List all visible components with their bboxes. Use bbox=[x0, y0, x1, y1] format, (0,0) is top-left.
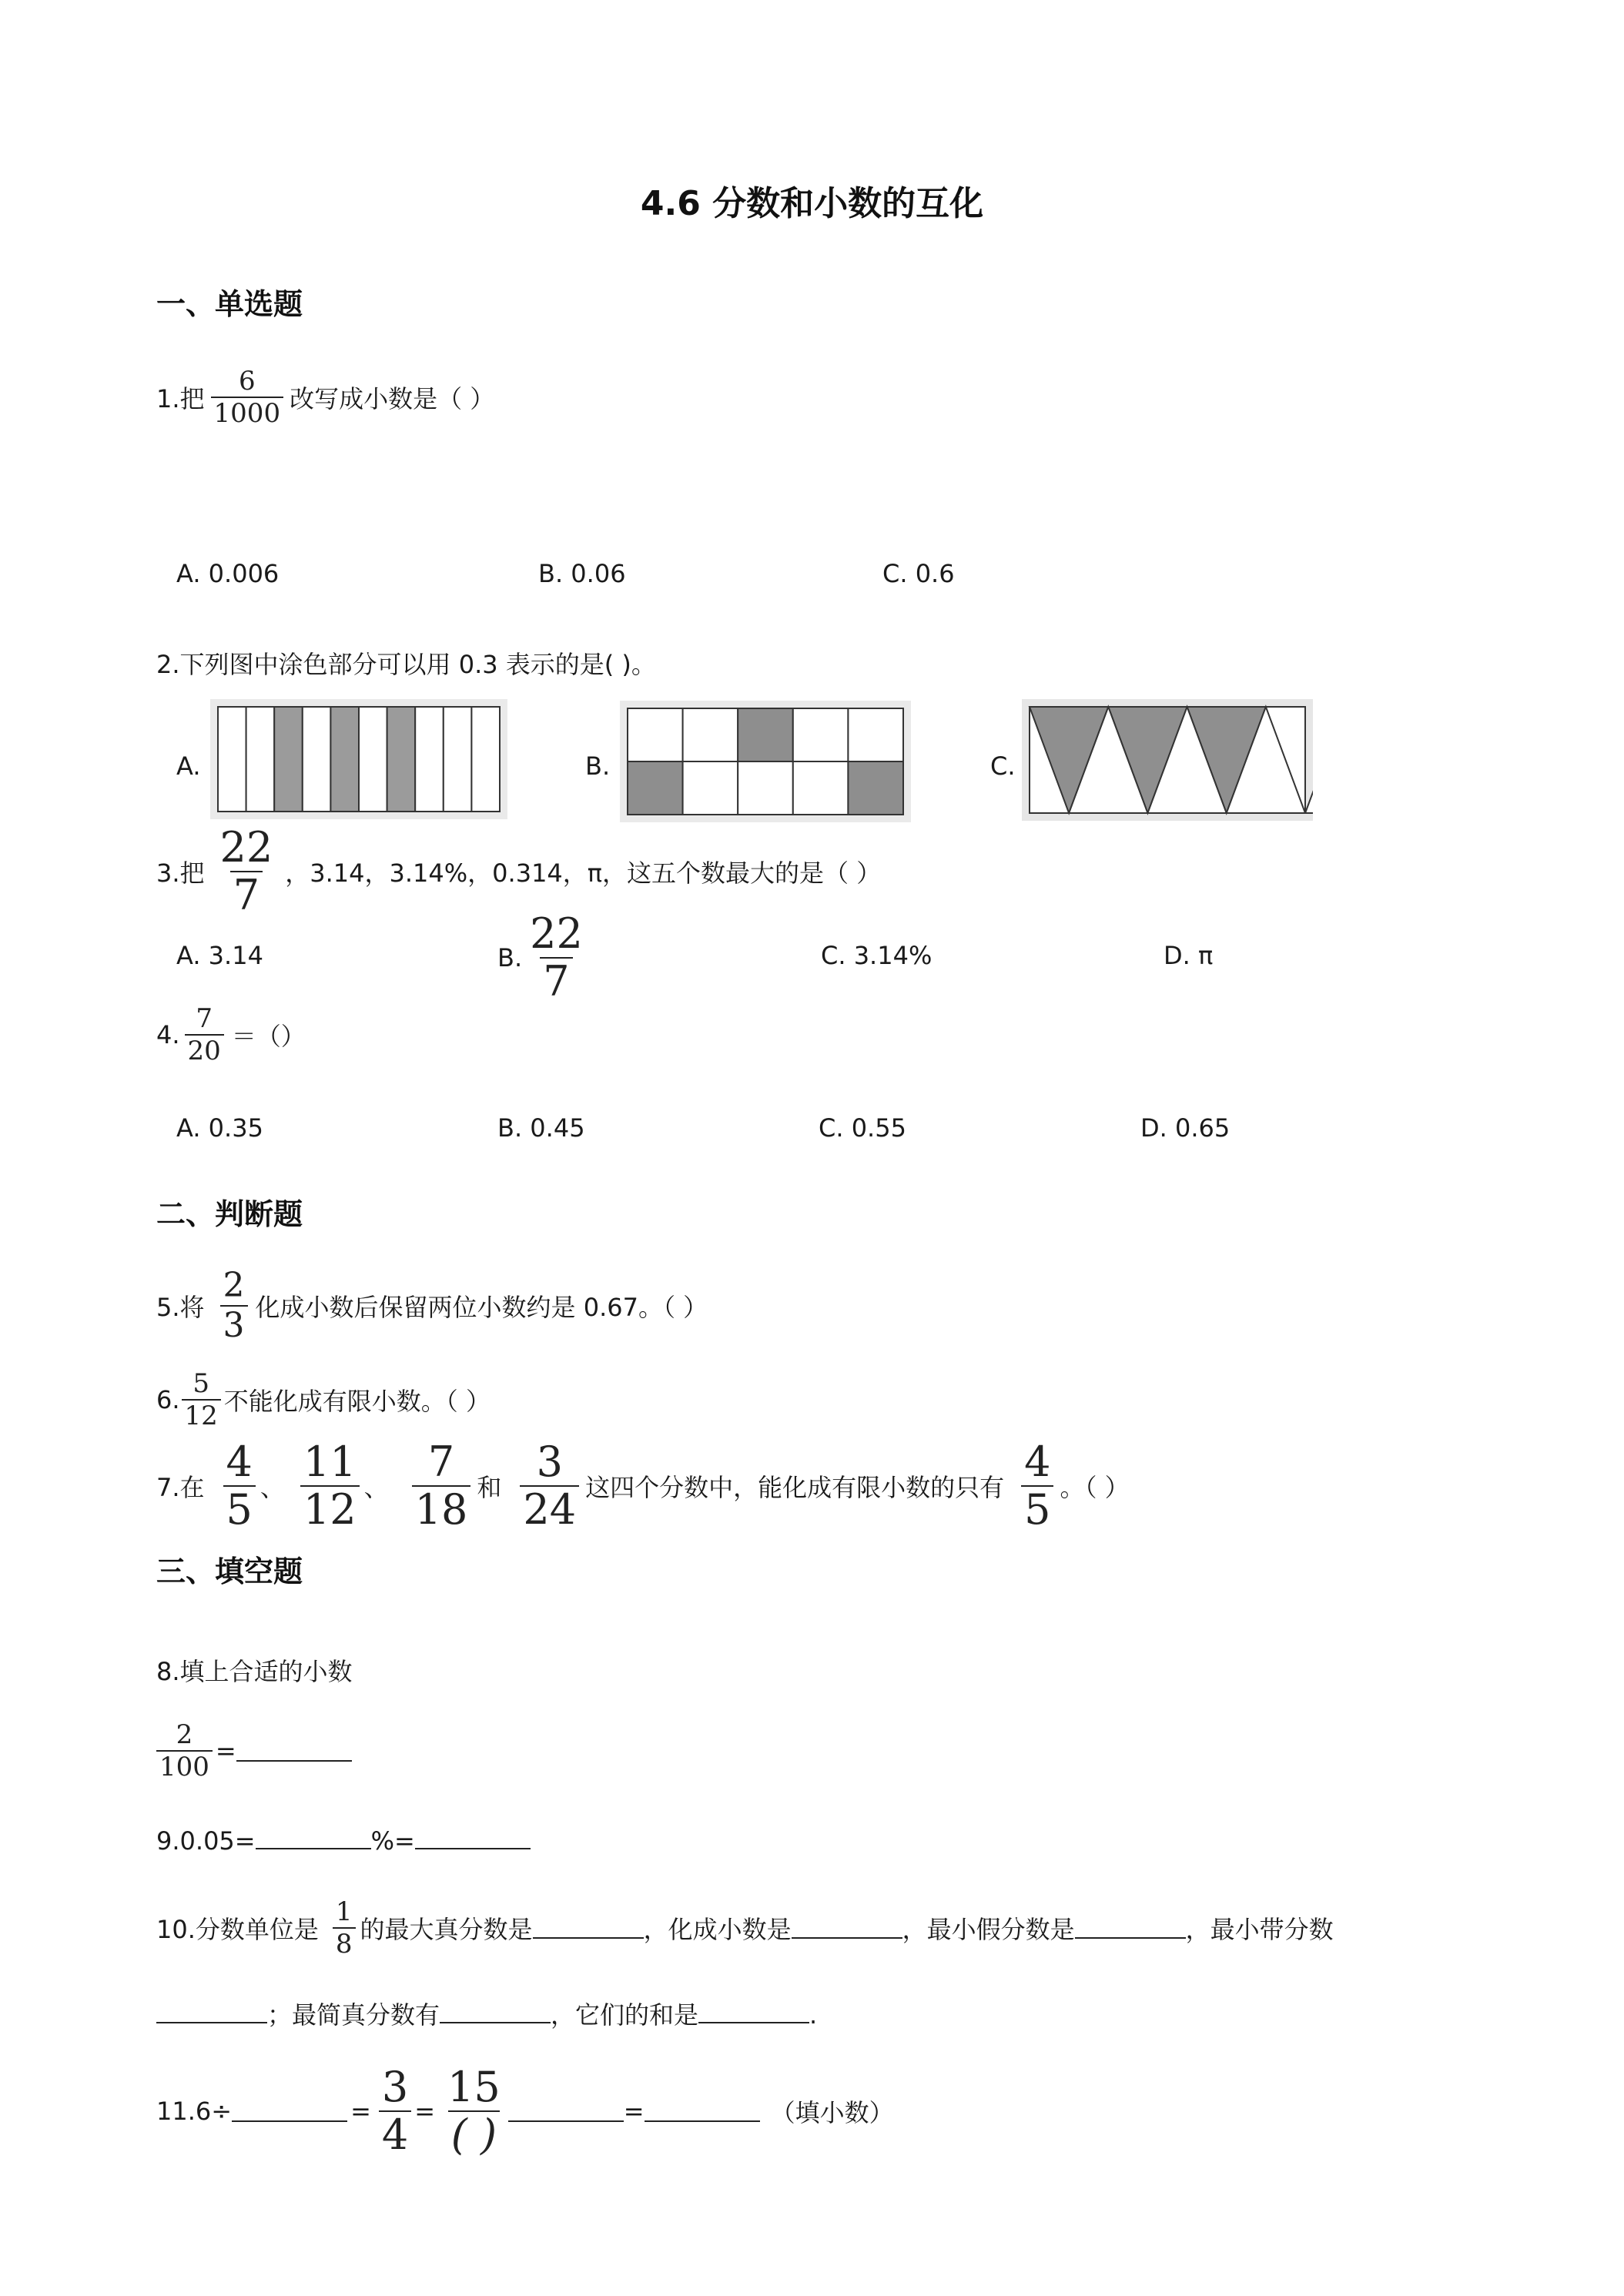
q10-blank-2[interactable] bbox=[792, 1917, 902, 1939]
q7-fraction-answer bbox=[1021, 1438, 1053, 1534]
q10-blank-1[interactable] bbox=[533, 1917, 644, 1939]
q8-numerator: 2 bbox=[176, 1719, 193, 1750]
figure-a-column bbox=[387, 707, 416, 812]
q10-blank-6[interactable] bbox=[698, 2002, 809, 2023]
q9-mid: %= bbox=[370, 1826, 415, 1856]
q10-text-g: ，它们的和是 bbox=[551, 2000, 699, 2030]
q6-fraction bbox=[182, 1368, 221, 1431]
q7-prefix: 7.在 bbox=[156, 1473, 205, 1502]
q7-fraction-4-denominator: 24 bbox=[520, 1485, 579, 1531]
q11-fraction-1-denominator: 4 bbox=[379, 2110, 411, 2156]
figure-b-cell bbox=[738, 761, 793, 815]
q7-fraction-3-numerator: 7 bbox=[427, 1438, 455, 1486]
question-9 bbox=[156, 1826, 531, 1856]
q11-equals-2: = bbox=[414, 2097, 436, 2126]
figure-a-column bbox=[415, 707, 444, 812]
q11-blank-3[interactable] bbox=[645, 2100, 760, 2122]
q2-label-b[interactable]: B. bbox=[585, 751, 611, 781]
q11-prefix: 11.6÷ bbox=[156, 2097, 233, 2126]
question-10-line-1 bbox=[156, 1896, 1334, 1960]
q8-expression bbox=[156, 1719, 352, 1782]
figure-a-column bbox=[246, 707, 275, 812]
figure-c-triangles bbox=[1030, 707, 1313, 813]
q3-option-c[interactable]: C. 3.14% bbox=[821, 941, 933, 970]
q7-fraction-1-denominator: 5 bbox=[223, 1485, 256, 1531]
q2-figure-c bbox=[1022, 699, 1313, 821]
q10-blank-3[interactable] bbox=[1075, 1917, 1186, 1939]
q7-fraction-3 bbox=[412, 1438, 471, 1534]
section-heading-fill-blank: 三、填空题 bbox=[156, 1555, 303, 1588]
q6-denominator: 12 bbox=[182, 1399, 221, 1429]
q3-option-b[interactable] bbox=[497, 909, 586, 1006]
q4-option-b[interactable]: B. 0.45 bbox=[497, 1113, 585, 1143]
q2-figure-b bbox=[620, 701, 911, 822]
figure-b-cell bbox=[738, 708, 793, 761]
figure-a-column bbox=[359, 707, 387, 812]
q11-fraction-2-numerator: 15 bbox=[447, 2063, 501, 2111]
question-3 bbox=[156, 823, 882, 919]
q7-separator-1: 、 bbox=[260, 1473, 285, 1502]
question-8: 8.填上合适的小数 bbox=[156, 1657, 353, 1686]
q7-suffix: 。（ ） bbox=[1060, 1473, 1130, 1502]
q3-option-a[interactable]: A. 3.14 bbox=[176, 941, 263, 970]
q3-denominator: 7 bbox=[230, 871, 263, 916]
q7-fraction-answer-numerator: 4 bbox=[1024, 1438, 1051, 1486]
question-10-line-2 bbox=[156, 1996, 817, 2031]
q10-text-f: ；最简真分数有 bbox=[267, 2000, 440, 2030]
q7-fraction-2-denominator: 12 bbox=[300, 1485, 360, 1531]
q5-denominator: 3 bbox=[220, 1305, 248, 1343]
section-heading-single-choice: 一、单选题 bbox=[156, 287, 303, 321]
figure-a-column bbox=[218, 707, 246, 812]
q1-option-c[interactable]: C. 0.6 bbox=[882, 559, 955, 588]
q7-fraction-answer-denominator: 5 bbox=[1021, 1485, 1053, 1531]
figure-b-cell bbox=[628, 761, 683, 815]
q3-numerator: 22 bbox=[219, 823, 273, 872]
q4-denominator: 20 bbox=[185, 1034, 224, 1064]
q11-equals-1: = bbox=[350, 2097, 371, 2126]
q5-suffix: 化成小数后保留两位小数约是 0.67。（ ） bbox=[255, 1293, 708, 1322]
q10-text-c: ，化成小数是 bbox=[643, 1915, 792, 1944]
q9-prefix: 9.0.05= bbox=[156, 1826, 256, 1856]
q7-separator-2: 、 bbox=[363, 1473, 389, 1502]
q3-prefix: 3.把 bbox=[156, 858, 205, 888]
figure-a-column bbox=[330, 707, 359, 812]
q6-numerator: 5 bbox=[193, 1368, 209, 1399]
question-1 bbox=[156, 368, 494, 427]
figure-b-cell bbox=[628, 708, 683, 761]
question-6 bbox=[156, 1368, 491, 1431]
figure-a-column bbox=[471, 707, 500, 812]
q11-fraction-2 bbox=[444, 2063, 504, 2159]
q1-suffix: 改写成小数是（ ） bbox=[290, 384, 495, 413]
q11-equals-3: = bbox=[623, 2097, 645, 2126]
figure-a-column bbox=[444, 707, 472, 812]
q1-option-b[interactable]: B. 0.06 bbox=[538, 559, 626, 588]
q2-label-a[interactable]: A. bbox=[176, 751, 201, 781]
q11-fraction-2-denominator[interactable]: ( ) bbox=[448, 2110, 500, 2156]
question-2: 2.下列图中涂色部分可以用 0.3 表示的是( )。 bbox=[156, 650, 656, 679]
figure-a-column bbox=[303, 707, 331, 812]
q3-option-b-fraction bbox=[527, 909, 586, 1006]
q10-fraction bbox=[333, 1896, 356, 1960]
question-4 bbox=[156, 1003, 306, 1066]
question-5 bbox=[156, 1266, 708, 1345]
q11-fraction-1-numerator: 3 bbox=[381, 2063, 409, 2111]
figure-b-cell bbox=[683, 708, 738, 761]
q3-option-b-numerator: 22 bbox=[530, 909, 583, 958]
q10-blank-4[interactable] bbox=[156, 2002, 267, 2023]
q3-suffix: ，3.14，3.14%，0.314，π，这五个数最大的是（ ） bbox=[285, 858, 882, 888]
q1-option-a[interactable]: A. 0.006 bbox=[176, 559, 280, 588]
q4-prefix: 4. bbox=[156, 1020, 180, 1049]
q4-suffix: ＝（） bbox=[231, 1022, 306, 1051]
q5-prefix: 5.将 bbox=[156, 1293, 205, 1322]
q3-fraction bbox=[217, 823, 276, 919]
figure-b-cell bbox=[793, 761, 849, 815]
q7-fraction-4 bbox=[520, 1438, 579, 1534]
question-11 bbox=[156, 2063, 894, 2159]
figure-b-cell bbox=[683, 761, 738, 815]
q10-blank-5[interactable] bbox=[440, 2002, 551, 2023]
q4-option-a[interactable]: A. 0.35 bbox=[176, 1113, 263, 1143]
figure-b-grid bbox=[628, 708, 903, 815]
q10-denominator: 8 bbox=[333, 1927, 356, 1957]
q4-numerator: 7 bbox=[196, 1003, 213, 1034]
question-7 bbox=[156, 1438, 1130, 1534]
q8-fraction bbox=[156, 1719, 213, 1782]
q10-text-a: 10.分数单位是 bbox=[156, 1915, 319, 1944]
figure-b-cell bbox=[848, 761, 903, 815]
q8-denominator: 100 bbox=[156, 1750, 213, 1780]
figure-b-cell bbox=[793, 708, 849, 761]
q7-fraction-4-numerator: 3 bbox=[536, 1438, 563, 1486]
q6-suffix: 不能化成有限小数。（ ） bbox=[223, 1387, 491, 1416]
section-heading-true-false: 二、判断题 bbox=[156, 1197, 303, 1231]
q4-option-d[interactable]: D. 0.65 bbox=[1140, 1113, 1231, 1143]
page-title: 4.6 分数和小数的互化 bbox=[640, 184, 984, 223]
q10-text-b: 的最大真分数是 bbox=[360, 1915, 533, 1944]
q5-numerator: 2 bbox=[223, 1266, 245, 1305]
q11-fraction-1 bbox=[379, 2063, 411, 2159]
figure-b-cell bbox=[848, 708, 903, 761]
q6-prefix: 6. bbox=[156, 1385, 180, 1414]
q7-fraction-1-numerator: 4 bbox=[226, 1438, 253, 1486]
q9-blank-1[interactable] bbox=[256, 1828, 371, 1849]
q2-label-c[interactable]: C. bbox=[990, 751, 1016, 781]
q10-text-h: . bbox=[809, 2000, 818, 2030]
q7-fraction-3-denominator: 18 bbox=[412, 1485, 471, 1531]
q1-prefix: 1.把 bbox=[156, 384, 205, 413]
q11-suffix: （填小数） bbox=[770, 2098, 894, 2127]
q8-equals: = bbox=[215, 1736, 236, 1766]
q10-text-e: ，最小带分数 bbox=[1185, 1915, 1334, 1944]
q4-option-c[interactable]: C. 0.55 bbox=[819, 1113, 906, 1143]
q9-blank-2[interactable] bbox=[415, 1828, 531, 1849]
q10-numerator: 1 bbox=[335, 1896, 353, 1927]
q7-mid-text: 这四个分数中，能化成有限小数的只有 bbox=[585, 1473, 1005, 1502]
q4-fraction bbox=[185, 1003, 224, 1066]
q7-fraction-1 bbox=[223, 1438, 256, 1534]
q7-separator-3: 和 bbox=[477, 1473, 502, 1502]
q8-answer-blank[interactable] bbox=[236, 1740, 352, 1762]
q2-figure-a bbox=[210, 699, 507, 819]
q3-option-d[interactable]: D. π bbox=[1164, 941, 1214, 970]
q11-blank-1[interactable] bbox=[232, 2100, 347, 2122]
q3-option-b-denominator: 7 bbox=[540, 957, 572, 1002]
q1-numerator: 6 bbox=[238, 366, 256, 397]
q5-fraction bbox=[220, 1266, 248, 1345]
q1-denominator: 1000 bbox=[211, 397, 284, 427]
q11-blank-2[interactable] bbox=[508, 2100, 624, 2122]
q1-fraction bbox=[211, 368, 284, 427]
q3-option-b-label: B. bbox=[497, 943, 523, 972]
q10-text-d: ，最小假分数是 bbox=[902, 1915, 1075, 1944]
figure-a-column bbox=[274, 707, 303, 812]
q7-fraction-2-numerator: 11 bbox=[303, 1438, 357, 1486]
q7-fraction-2 bbox=[300, 1438, 360, 1534]
figure-a-columns bbox=[218, 707, 500, 812]
